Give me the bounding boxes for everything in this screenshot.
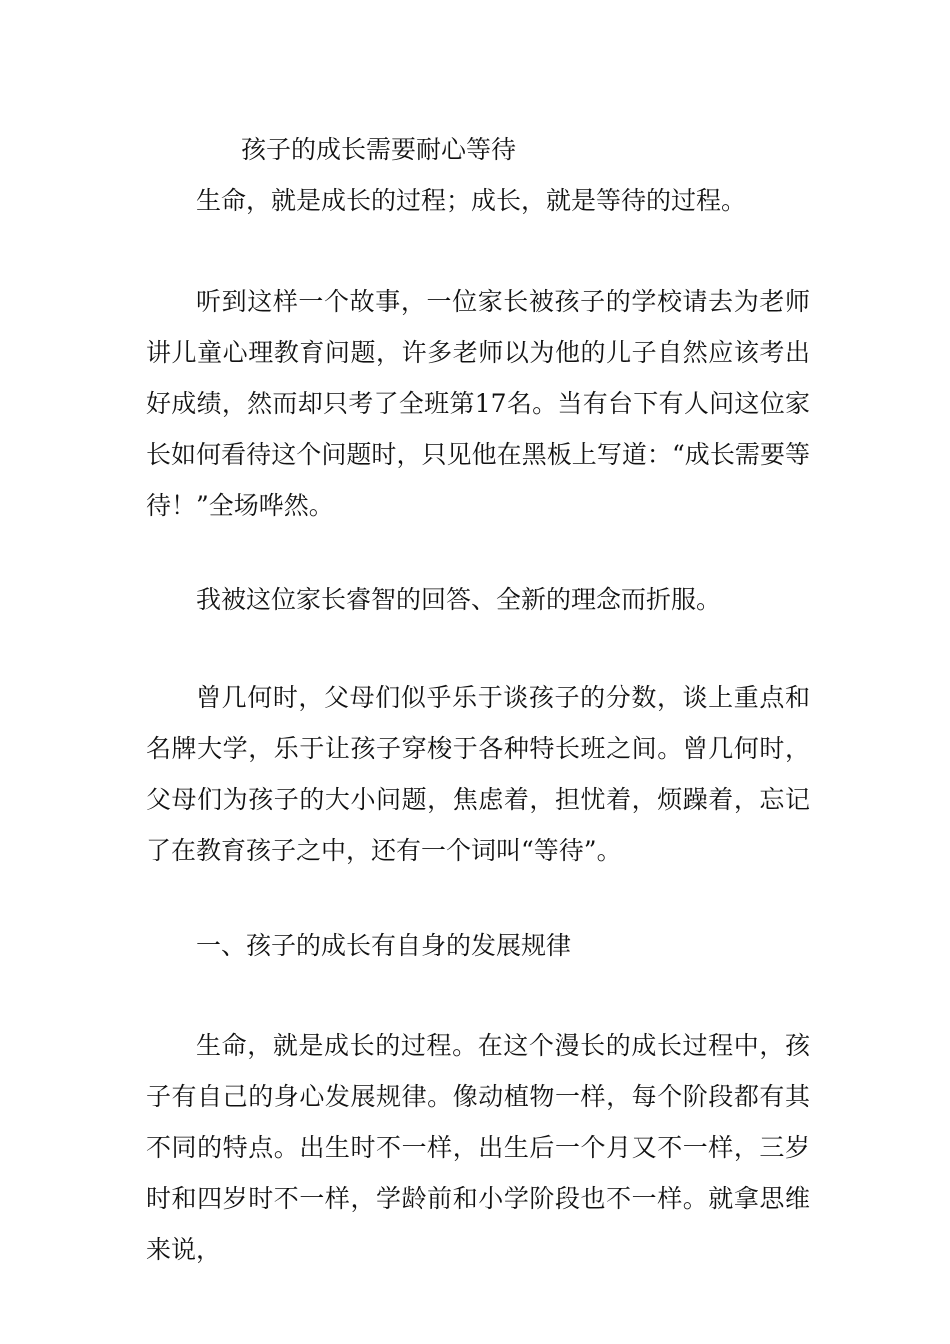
document-title: 孩子的成长需要耐心等待: [241, 135, 517, 164]
paragraph-development: 生命，就是成长的过程。在这个漫长的成长过程中，孩子有自己的身心发展规律。像动植物一样，每个阶段都有其不同的特点。出生时不一样，出生后一个月又不一样，三岁时和四岁时不一样，学龄前和小学阶段也不一样。就拿思维来说，: [146, 1031, 810, 1264]
paragraph-intro: 生命，就是成长的过程；成长，就是等待的过程。: [196, 186, 747, 215]
paragraph-story: 听到这样一个故事，一位家长被孩子的学校请去为老师讲儿童心理教育问题，许多老师以为他的儿子自然应该考出好成绩，然而却只考了全班第17名。当有台下有人问这位家长如何看待这个问题时，只见他在黑板上写道：“成长需要等待！”全场哗然。: [146, 287, 810, 520]
paragraph-admiration: 我被这位家长睿智的回答、全新的理念而折服。: [196, 585, 722, 614]
paragraph-parents: 曾几何时，父母们似乎乐于谈孩子的分数，谈上重点和名牌大学，乐于让孩子穿梭于各种特长班之间。曾几何时，父母们为孩子的大小问题，焦虑着，担忧着，烦躁着，忘记了在教育孩子之中，还有一个词叫“等待”。: [146, 683, 810, 865]
section-heading-1: 一、孩子的成长有自身的发展规律: [196, 931, 572, 960]
